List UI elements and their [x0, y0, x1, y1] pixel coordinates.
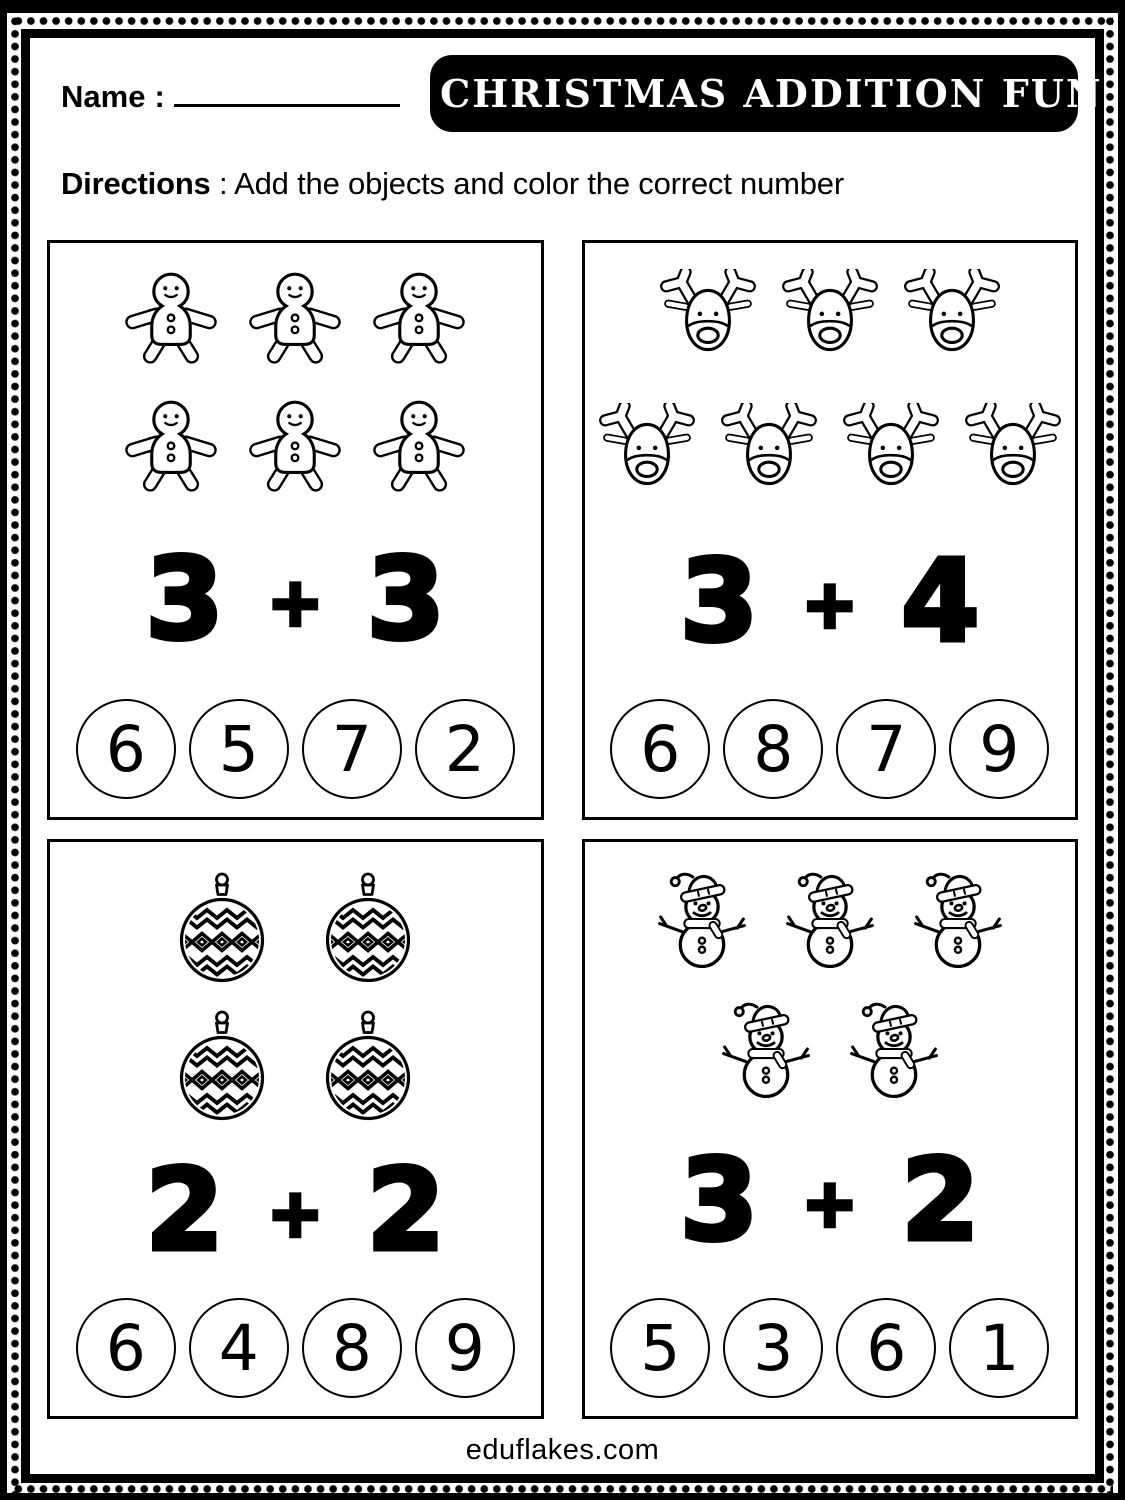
equation	[589, 1136, 1072, 1266]
snowman-icon	[645, 868, 759, 974]
reindeer-icon	[711, 403, 827, 505]
equation-addend-2: 3	[366, 535, 445, 665]
gingerbread-man-icon	[119, 269, 223, 373]
reindeer-icon	[955, 403, 1071, 505]
answer-choice-9[interactable]: 9	[415, 1298, 515, 1398]
problem-card-reindeer	[582, 240, 1079, 820]
problems-grid	[47, 240, 1078, 1419]
answer-choice-1[interactable]: 1	[949, 1298, 1049, 1398]
answer-choices	[54, 1298, 537, 1400]
dotted-border-bottom	[12, 1483, 1113, 1495]
name-row	[61, 73, 400, 115]
object-icons	[589, 259, 1072, 505]
dotted-border-right	[1104, 15, 1116, 1495]
title-banner	[430, 55, 1103, 132]
christmas-ornament-icon	[317, 1006, 419, 1124]
gingerbread-man-icon	[367, 397, 471, 501]
plus-operator: +	[267, 564, 323, 641]
answer-choice-2[interactable]: 2	[415, 699, 515, 799]
worksheet-header	[31, 39, 1103, 132]
website-text: eduflakes.com	[465, 1434, 660, 1466]
equation-addend-1: 3	[680, 1136, 759, 1266]
reindeer-icon	[772, 269, 888, 371]
object-icons	[54, 858, 537, 1124]
snowman-icon	[837, 998, 951, 1104]
plus-operator: +	[802, 1165, 858, 1242]
answer-choice-7[interactable]: 7	[836, 699, 936, 799]
answer-choice-9[interactable]: 9	[949, 699, 1049, 799]
icon-row	[650, 269, 1010, 371]
answer-choices	[589, 699, 1072, 801]
reindeer-icon	[589, 403, 705, 505]
gingerbread-man-icon	[367, 269, 471, 373]
snowman-icon	[773, 868, 887, 974]
icon-row	[645, 868, 1015, 974]
answer-choice-7[interactable]: 7	[302, 699, 402, 799]
answer-choice-8[interactable]: 8	[302, 1298, 402, 1398]
equation-addend-1: 3	[145, 535, 224, 665]
page-title: CHRISTMAS ADDITION FUN	[440, 71, 1103, 116]
object-icons	[589, 858, 1072, 1104]
directions-line	[45, 166, 1094, 202]
answer-choices	[54, 699, 537, 801]
worksheet-content	[31, 39, 1103, 1473]
answer-choice-6[interactable]: 6	[76, 699, 176, 799]
christmas-ornament-icon	[171, 868, 273, 986]
equation-addend-2: 4	[901, 537, 980, 667]
icon-row	[171, 1006, 419, 1124]
reindeer-icon	[894, 269, 1010, 371]
equation-addend-1: 2	[145, 1146, 224, 1276]
dotted-border-top	[12, 15, 1113, 27]
dotted-border-left	[9, 15, 21, 1495]
plus-operator: +	[802, 566, 858, 643]
plus-operator: +	[267, 1175, 323, 1252]
snowman-icon	[709, 998, 823, 1104]
answer-choice-4[interactable]: 4	[189, 1298, 289, 1398]
problem-card-gingerbread	[47, 240, 544, 820]
icon-row	[589, 403, 1071, 505]
gingerbread-man-icon	[243, 397, 347, 501]
icon-row	[709, 998, 951, 1104]
reindeer-icon	[650, 269, 766, 371]
answer-choice-3[interactable]: 3	[723, 1298, 823, 1398]
directions-label: Directions	[61, 166, 211, 201]
snowman-icon	[901, 868, 1015, 974]
name-label: Name	[61, 78, 146, 114]
christmas-ornament-icon	[317, 868, 419, 986]
equation	[54, 1146, 537, 1276]
christmas-ornament-icon	[171, 1006, 273, 1124]
problem-card-ornament	[47, 839, 544, 1419]
directions-text: : Add the objects and color the correct number	[219, 166, 844, 201]
answer-choice-5[interactable]: 5	[610, 1298, 710, 1398]
icon-row	[171, 868, 419, 986]
object-icons	[54, 259, 537, 501]
icon-row	[119, 397, 471, 501]
answer-choice-8[interactable]: 8	[723, 699, 823, 799]
equation-addend-2: 2	[901, 1136, 980, 1266]
answer-choice-6[interactable]: 6	[610, 699, 710, 799]
equation-addend-2: 2	[366, 1146, 445, 1276]
worksheet-footer	[31, 1434, 1094, 1473]
gingerbread-man-icon	[243, 269, 347, 373]
equation	[589, 537, 1072, 667]
answer-choice-5[interactable]: 5	[189, 699, 289, 799]
name-separator: :	[154, 78, 165, 114]
icon-row	[119, 269, 471, 373]
gingerbread-man-icon	[119, 397, 223, 501]
equation	[54, 535, 537, 665]
answer-choices	[589, 1298, 1072, 1400]
equation-addend-1: 3	[680, 537, 759, 667]
reindeer-icon	[833, 403, 949, 505]
problem-card-snowman	[582, 839, 1079, 1419]
answer-choice-6[interactable]: 6	[836, 1298, 936, 1398]
answer-choice-6[interactable]: 6	[76, 1298, 176, 1398]
name-input-line[interactable]	[174, 73, 400, 107]
